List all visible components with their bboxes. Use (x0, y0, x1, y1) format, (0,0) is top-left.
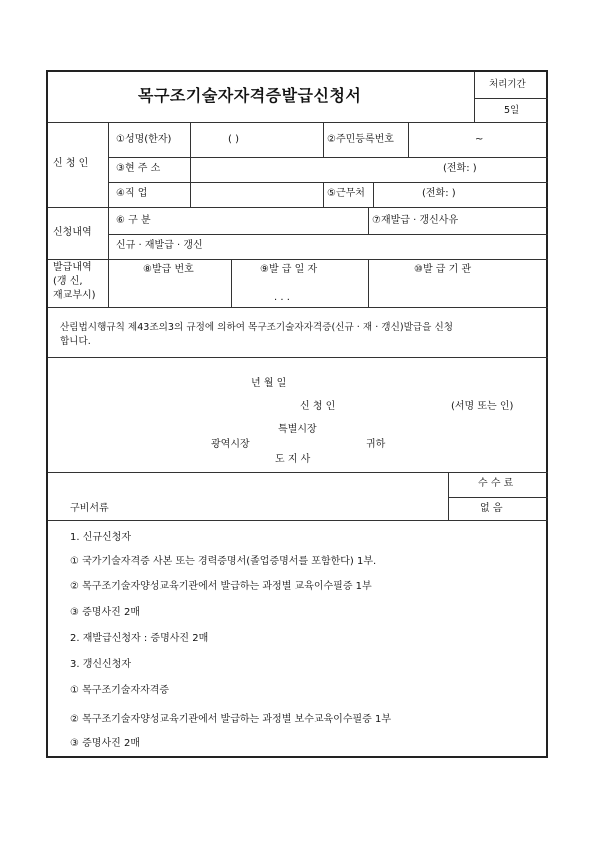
fee-label: 수 수 료 (478, 478, 514, 489)
name-field[interactable]: ( ) (228, 134, 239, 145)
list-item: ② 목구조기술자양성교육기관에서 발급하는 과정별 보수교육이수필증 1부 (70, 714, 392, 725)
governor: 도 지 사 (275, 454, 311, 465)
issue-date-field[interactable]: . . . (274, 292, 290, 303)
processing-label: 처리기간 (489, 79, 526, 90)
rule (474, 72, 475, 122)
list-item: ③ 증명사진 2매 (70, 738, 140, 749)
sign-note: (서명 또는 인) (451, 401, 514, 412)
statement-line-1: 산림법시행규칙 제43조의3의 규정에 의하여 목구조기술자자격증(신규 · 재 · 갱신)발급을 신청 (60, 322, 453, 333)
rule (108, 234, 548, 235)
list-item: ① 목구조기술자자격증 (70, 685, 170, 696)
list-item: ③ 증명사진 2매 (70, 607, 140, 618)
issue-section-label-3: 재교부시) (53, 290, 96, 301)
reason-label: ⑦재발급 · 갱신사유 (372, 215, 459, 226)
rule (48, 357, 548, 358)
rule (48, 259, 548, 260)
application-form (46, 70, 548, 758)
docs-header: 구비서류 (70, 503, 109, 514)
address-phone-field[interactable]: (전화: ) (443, 163, 477, 174)
rule (448, 472, 449, 520)
rule (108, 182, 548, 183)
type-label: ⑥ 구 분 (116, 215, 151, 226)
date-line[interactable]: 년 월 일 (251, 378, 287, 389)
issue-section-label: 발급내역 (53, 262, 92, 273)
rule (108, 122, 109, 307)
issue-agency-label: ⑩발 급 기 관 (414, 264, 472, 275)
issue-date-label: ⑨발 급 일 자 (260, 264, 318, 275)
applicant-sign-label: 신 청 인 (300, 401, 336, 412)
addressee-label: 귀하 (366, 439, 386, 450)
type-value[interactable]: 신규 · 재발급 · 갱신 (116, 240, 203, 251)
rule (48, 122, 548, 123)
issue-number-label: ⑧발급 번호 (143, 264, 194, 275)
applicant-section-label: 신 청 인 (53, 158, 89, 169)
rule (323, 182, 324, 207)
rule (48, 207, 548, 208)
rule (408, 122, 409, 157)
fee-value: 없 음 (480, 503, 503, 514)
list-item: 1. 신규신청자 (70, 532, 132, 543)
special-mayor: 특별시장 (278, 424, 317, 435)
metro-mayor: 광역시장 (211, 439, 250, 450)
address-label: ③현 주 소 (116, 163, 161, 174)
statement-line-2: 합니다. (60, 336, 91, 347)
rule (368, 207, 369, 234)
issue-section-label-2: (갱 신, (53, 276, 83, 287)
rule (190, 122, 191, 207)
rule (48, 472, 548, 473)
rule (373, 182, 374, 207)
rule (231, 259, 232, 307)
rule (48, 520, 548, 521)
list-item: 2. 재발급신청자 : 증명사진 2매 (70, 633, 209, 644)
rule (48, 307, 548, 308)
rule (448, 497, 548, 498)
list-item: ② 목구조기술자양성교육기관에서 발급하는 과정별 교육이수필증 1부 (70, 581, 372, 592)
name-label: ①성명(한자) (116, 134, 172, 145)
list-item: ① 국가기술자격증 사본 또는 경력증명서(졸업증명서를 포함한다) 1부. (70, 556, 377, 567)
form-title: 목구조기술자자격증발급신청서 (138, 86, 362, 105)
rrn-label: ②주민등록번호 (327, 134, 394, 145)
processing-value: 5일 (504, 105, 520, 116)
rrn-field[interactable]: ~ (475, 134, 484, 145)
workplace-phone-field[interactable]: (전화: ) (422, 188, 456, 199)
occupation-label: ④직 업 (116, 188, 148, 199)
rule (474, 98, 548, 99)
rule (368, 259, 369, 307)
rule (323, 122, 324, 157)
request-section-label: 신청내역 (53, 227, 92, 238)
workplace-label: ⑤근무처 (327, 188, 365, 199)
list-item: 3. 갱신신청자 (70, 659, 132, 670)
rule (108, 157, 548, 158)
